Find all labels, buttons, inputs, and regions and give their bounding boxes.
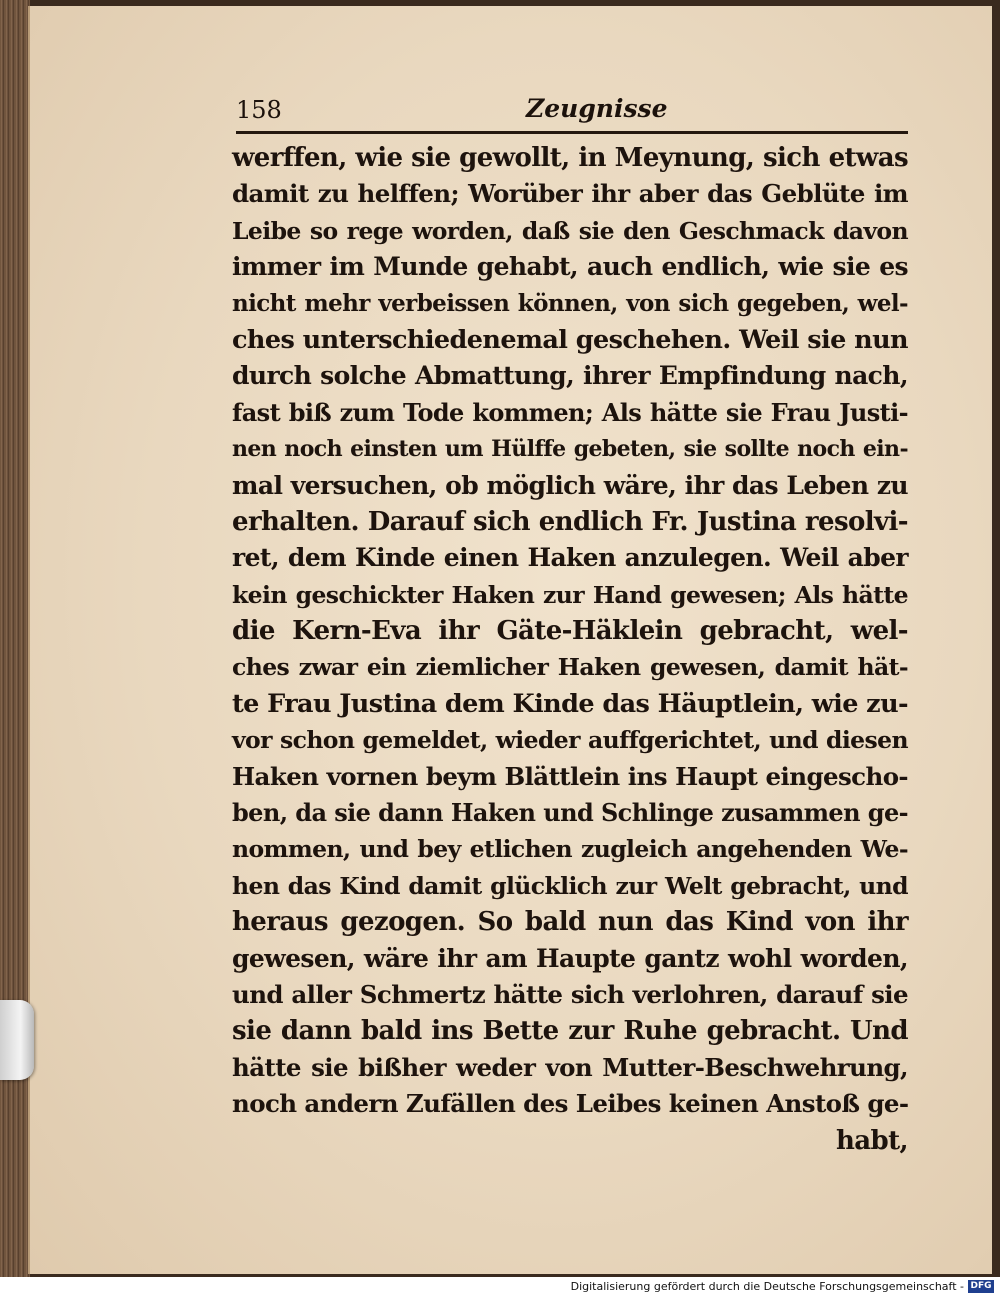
text-line: erhalten. Darauf sich endlich Fr. Justina resolvi- bbox=[232, 506, 908, 537]
text-line: ben, da sie dann Haken und Schlinge zusammen ge- bbox=[232, 798, 908, 828]
text-line: gewesen, wäre ihr am Haupte gantz wohl worden, bbox=[232, 943, 908, 973]
text-line: nen noch einsten um Hülffe gebeten, sie sollte noch ein- bbox=[232, 436, 908, 463]
text-line: werffen, wie sie gewollt, in Meynung, sich etwas bbox=[232, 143, 908, 173]
catchword: habt, bbox=[836, 1125, 908, 1156]
page-header bbox=[236, 92, 906, 132]
text-line: nicht mehr verbeissen können, von sich gegeben, wel- bbox=[232, 289, 908, 317]
text-line: Haken vornen beym Blättlein ins Haupt eingescho- bbox=[232, 761, 908, 791]
text-line: noch andern Zufällen des Leibes keinen Anstoß ge- bbox=[232, 1089, 909, 1119]
text-line: damit zu helffen; Worüber ihr aber das Geblüte im bbox=[232, 179, 908, 209]
running-head: Zeugnisse bbox=[526, 94, 668, 123]
text-line: mal versuchen, ob möglich wäre, ihr das Leben zu bbox=[232, 470, 908, 500]
book-page-edges bbox=[0, 0, 30, 1277]
footer-bar bbox=[0, 1277, 1000, 1297]
text-line: die Kern-Eva ihr Gäte-Häklein gebracht, wel- bbox=[232, 616, 908, 647]
text-line: heraus gezogen. So bald nun das Kind von ihr bbox=[232, 907, 908, 938]
text-line: fast biß zum Tode kommen; Als hätte sie Frau Justi- bbox=[232, 397, 908, 427]
dfg-logo-icon: DFG bbox=[968, 1280, 994, 1293]
text-line: und aller Schmertz hätte sich verlohren, darauf sie bbox=[232, 979, 908, 1009]
text-line: ches zwar ein ziemlicher Haken gewesen, damit hät- bbox=[232, 653, 908, 682]
text-line: kein geschickter Haken zur Hand gewesen; Als hätte bbox=[232, 580, 908, 609]
text-line: hen das Kind damit glücklich zur Welt gebracht, und bbox=[232, 871, 908, 900]
page-number: 158 bbox=[236, 96, 282, 124]
text-line: vor schon gemeldet, wieder auffgerichtet, und diesen bbox=[232, 726, 908, 755]
text-line: durch solche Abmattung, ihrer Empfindung nach, bbox=[232, 361, 908, 391]
text-line: sie dann bald ins Bette zur Ruhe gebracht. Und bbox=[232, 1016, 908, 1047]
header-rule bbox=[236, 131, 908, 134]
digitization-credit: Digitalisierung gefördert durch die Deutsche Forschungsgemeinschaft - bbox=[570, 1280, 964, 1293]
text-line: hätte sie bißher weder von Mutter-Beschwehrung, bbox=[232, 1052, 908, 1082]
text-line: Leibe so rege worden, daß sie den Geschmack davon bbox=[232, 216, 908, 245]
text-line: immer im Munde gehabt, auch endlich, wie sie es bbox=[232, 252, 908, 282]
body-text bbox=[232, 140, 908, 1159]
page-clip bbox=[0, 1000, 34, 1080]
text-line: te Frau Justina dem Kinde das Häuptlein, wie zu- bbox=[232, 688, 908, 719]
text-line: ret, dem Kinde einen Haken anzulegen. Weil aber bbox=[232, 543, 908, 573]
text-line: ches unterschiedenemal geschehen. Weil sie nun bbox=[232, 324, 908, 355]
text-line: nommen, und bey etlichen zugleich angehenden We- bbox=[232, 835, 908, 864]
